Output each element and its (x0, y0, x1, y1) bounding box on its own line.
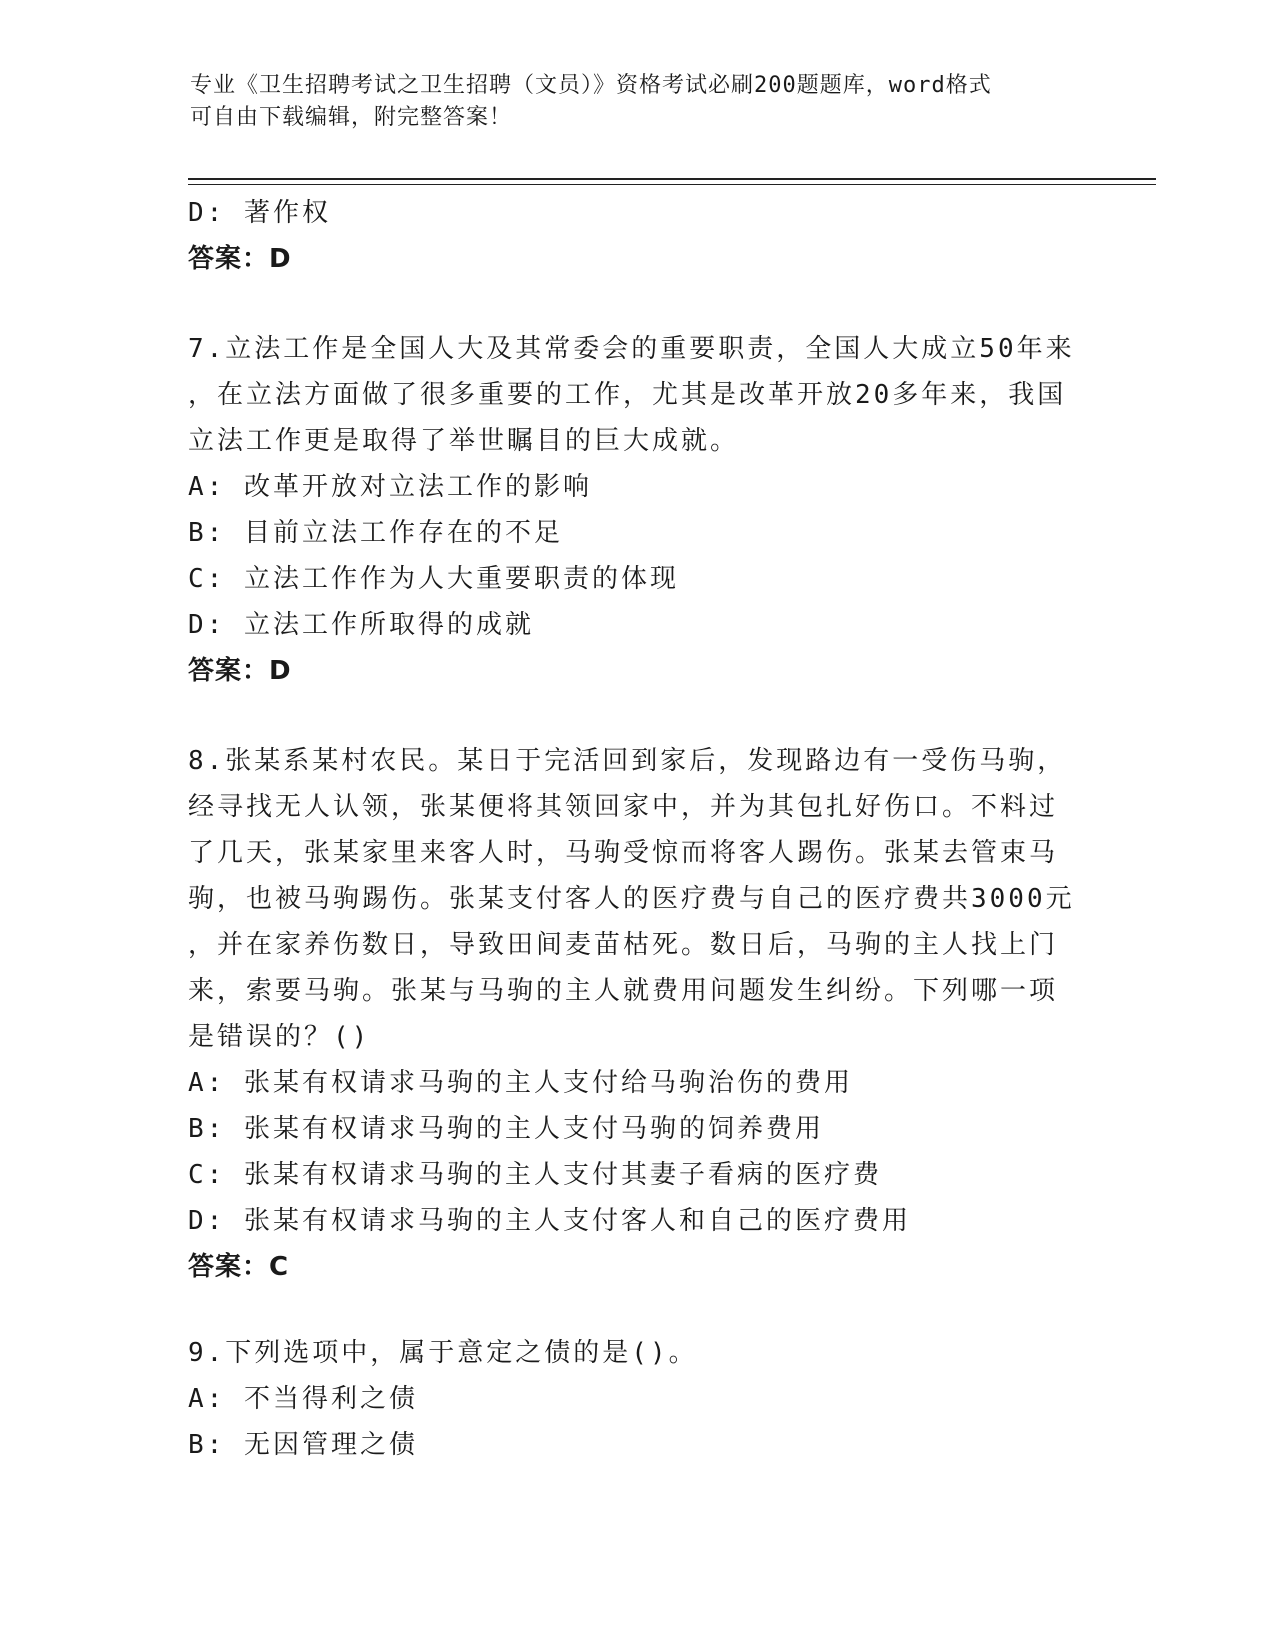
question-text-line: 来，索要马驹。张某与马驹的主人就费用问题发生纠纷。下列哪一项 (188, 976, 1059, 1006)
option-d: D: 著作权 (188, 198, 331, 228)
answer: 答案：D (188, 656, 292, 686)
header-divider-thick (188, 178, 1156, 180)
answer: 答案：D (188, 244, 292, 274)
question-text-line: 8.张某系某村农民。某日于完活回到家后，发现路边有一受伤马驹， (188, 746, 1067, 776)
header-divider-thin (188, 184, 1156, 185)
question-8 (188, 738, 1088, 1290)
question-list (188, 190, 1088, 1468)
question-text-line: 9.下列选项中，属于意定之债的是()。 (188, 1338, 698, 1368)
question-text-line: 经寻找无人认领，张某便将其领回家中，并为其包扎好伤口。不料过 (188, 792, 1059, 822)
question-text-line: ，在立法方面做了很多重要的工作，尤其是改革开放20多年来，我国 (188, 380, 1067, 410)
question-9 (188, 1330, 1088, 1468)
option-a: A: 张某有权请求马驹的主人支付给马驹治伤的费用 (188, 1068, 853, 1098)
question-text-line: 驹，也被马驹踢伤。张某支付客人的医疗费与自己的医疗费共3000元 (188, 884, 1075, 914)
header-line-1: 专业《卫生招聘考试之卫生招聘（文员）》资格考试必刷200题题库，word格式 (190, 73, 992, 98)
question-text-line: 7.立法工作是全国人大及其常委会的重要职责，全国人大成立50年来 (188, 334, 1075, 364)
spacer (188, 282, 1088, 326)
option-d: D: 张某有权请求马驹的主人支付客人和自己的医疗费用 (188, 1206, 911, 1236)
option-a: A: 不当得利之债 (188, 1384, 418, 1414)
spacer (188, 694, 1088, 738)
header-line-2: 可自由下载编辑，附完整答案！ (190, 105, 513, 130)
question-text-line: ，并在家养伤数日，导致田间麦苗枯死。数日后，马驹的主人找上门 (188, 930, 1059, 960)
question-7 (188, 326, 1088, 694)
option-b: B: 张某有权请求马驹的主人支付马驹的饲养费用 (188, 1114, 824, 1144)
page-header (190, 70, 1090, 134)
answer: 答案：C (188, 1252, 290, 1282)
option-c: C: 立法工作作为人大重要职责的体现 (188, 564, 679, 594)
question-6-tail (188, 190, 1088, 282)
question-text-line: 立法工作更是取得了举世瞩目的巨大成就。 (188, 426, 740, 456)
option-d: D: 立法工作所取得的成就 (188, 610, 534, 640)
question-text-line: 是错误的？() (188, 1022, 371, 1052)
question-text-line: 了几天，张某家里来客人时，马驹受惊而将客人踢伤。张某去管束马 (188, 838, 1059, 868)
option-b: B: 目前立法工作存在的不足 (188, 518, 563, 548)
spacer (188, 1290, 1088, 1330)
option-c: C: 张某有权请求马驹的主人支付其妻子看病的医疗费 (188, 1160, 882, 1190)
option-b: B: 无因管理之债 (188, 1430, 418, 1460)
option-a: A: 改革开放对立法工作的影响 (188, 472, 592, 502)
